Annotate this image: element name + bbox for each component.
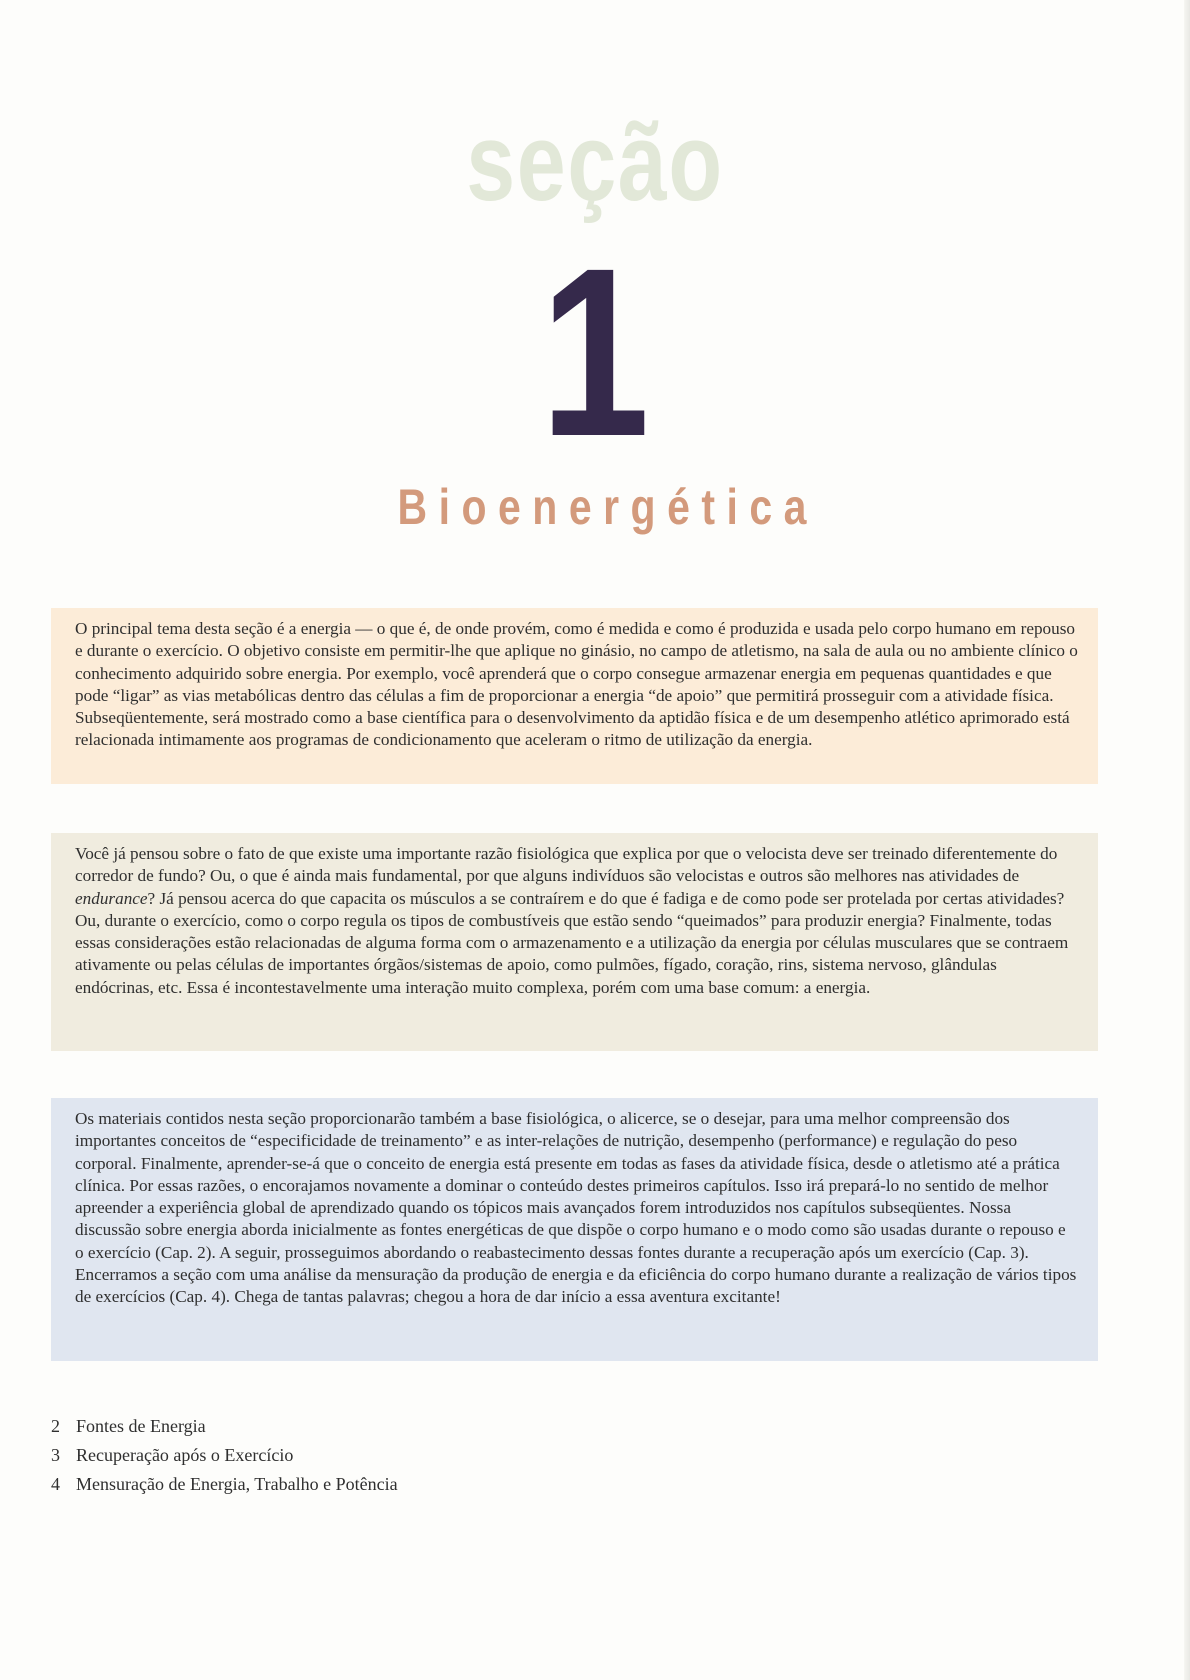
chapter-title: Fontes de Energia: [76, 1416, 206, 1436]
chapter-item[interactable]: [51, 1441, 398, 1470]
intro-box-2: [51, 833, 1098, 1051]
chapter-list: [51, 1412, 398, 1499]
section-word: seção: [466, 101, 724, 224]
chapter-number: 3: [51, 1445, 60, 1465]
paragraph-2-text-b: ? Já pensou acerca do que capacita os músculos a se contraírem e do que é fadiga e de como pode ser protelada por certas atividades? Ou, durante o exercício, como o corpo regula os tipos de combustíveis que estão sendo “queimados” para produzir energia? Finalmente, todas essas considerações estão relacionadas de alguma forma com o armazenamento e a utilização da energia por células musculares que se contraem ativamente ou pelas células de importantes órgãos/sistemas de apoio, como pulmões, fígado, coração, rins, sistema nervoso, glândulas endócrinas, etc. Essa é incontestavelmente uma interação muito complexa, porém com uma base comum: a energia.: [75, 888, 1069, 997]
endurance-term: endurance: [75, 888, 148, 908]
intro-paragraph-2: [75, 843, 1078, 999]
intro-box-1: [51, 608, 1098, 784]
page-edge: [1184, 0, 1190, 1680]
intro-paragraph-1: O principal tema desta seção é a energia — o que é, de onde provém, como é medida e como é produzida e usada pelo corpo humano em repouso e durante o exercício. O objetivo consiste em permitir-lhe que aplique no ginásio, no campo de atletismo, na sala de aula ou no ambiente clínico o conhecimento adquirido sobre energia. Por exemplo, você aprenderá que o corpo consegue armazenar energia em pequenas quantidades e que pode “ligar” as vias metabólicas dentro das células a fim de proporcionar a energia “de apoio” que permitirá prosseguir com a atividade física. Subseqüentemente, será mostrado como a base científica para o desenvolvimento da aptidão física e de um desempenho atlético aprimorado está relacionada intimamente aos programas de condicionamento que aceleram o ritmo de utilização da energia.: [75, 619, 1078, 750]
section-number: 1: [540, 218, 650, 486]
chapter-item[interactable]: [51, 1412, 398, 1441]
chapter-title: Mensuração de Energia, Trabalho e Potência: [76, 1474, 398, 1494]
section-title: Bioenergética: [397, 479, 818, 535]
chapter-item[interactable]: [51, 1470, 398, 1499]
intro-paragraph-3: Os materiais contidos nesta seção proporcionarão também a base fisiológica, o alicerce, se o desejar, para uma melhor compreensão dos importantes conceitos de “especificidade de treinamento” e as inter-relações de nutrição, desempenho (performance) e regulação do peso corporal. Finalmente, aprender-se-á que o conceito de energia está presente em todas as fases da atividade física, desde o atletismo até a prática clínica. Por essas razões, o encorajamos novamente a dominar o conteúdo destes primeiros capítulos. Isso irá prepará-lo no sentido de melhor apreender a experiência global de aprendizado quando os tópicos mais avançados forem introduzidos nos capítulos subseqüentes. Nossa discussão sobre energia aborda inicialmente as fontes energéticas de que dispõe o corpo humano e o modo como são usadas durante o repouso e o exercício (Cap. 2). A seguir, prosseguimos abordando o reabastecimento dessas fontes durante a recuperação após um exercício (Cap. 3). Encerramos a seção com uma análise da mensuração da produção de energia e da eficiência do corpo humano durante a realização de vários tipos de exercícios (Cap. 4). Chega de tantas palavras; chegou a hora de dar início a essa aventura excitante!: [75, 1109, 1077, 1307]
chapter-title: Recuperação após o Exercício: [76, 1445, 294, 1465]
chapter-number: 2: [51, 1416, 60, 1436]
chapter-number: 4: [51, 1474, 60, 1494]
paragraph-2-text-a: Você já pensou sobre o fato de que existe uma importante razão fisiológica que explica por que o velocista deve ser treinado diferentemente do corredor de fundo? Ou, o que é ainda mais fundamental, por que alguns indivíduos são velocistas e outros são melhores nas atividades de: [75, 844, 1058, 886]
intro-box-3: [51, 1098, 1098, 1361]
